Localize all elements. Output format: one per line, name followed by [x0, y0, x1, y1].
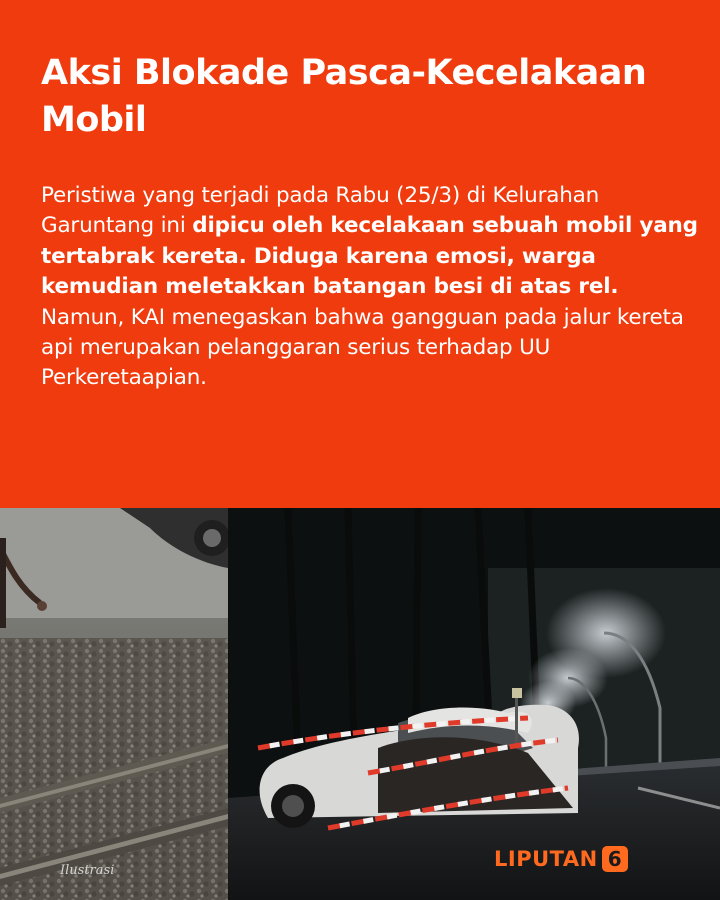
liputan6-badge-icon: 6: [602, 846, 628, 872]
car-crash-photo-illustration: [228, 508, 720, 900]
photo-caption-label: Ilustrasi: [60, 863, 115, 878]
liputan6-logo: [494, 844, 628, 874]
article-body: [41, 181, 701, 394]
logo-text: LIPUTAN: [494, 847, 598, 871]
headline: [41, 50, 681, 144]
body-segment-bold: dipicu oleh kecelakaan sebuah mobil yang tertabrak kereta. Diduga karena emosi, warga kemudian meletakkan batangan besi di atas rel.: [41, 213, 698, 300]
railway-photo: [0, 508, 228, 900]
car-crash-photo: [228, 508, 720, 900]
headline-line-2: Mobil: [41, 100, 147, 140]
railway-photo-illustration: [0, 508, 228, 900]
body-segment-3: Namun, KAI menegaskan bahwa gangguan pada jalur kereta api merupakan pelanggaran serius terhadap UU Perkeretaapian.: [41, 304, 684, 391]
headline-line-1: Aksi Blokade Pasca-Kecelakaan: [41, 53, 647, 93]
body-segment-1: Peristiwa yang terjadi pada Rabu (25/3) di Kelurahan Garuntang ini: [41, 183, 600, 239]
photo-strip: [0, 508, 720, 900]
